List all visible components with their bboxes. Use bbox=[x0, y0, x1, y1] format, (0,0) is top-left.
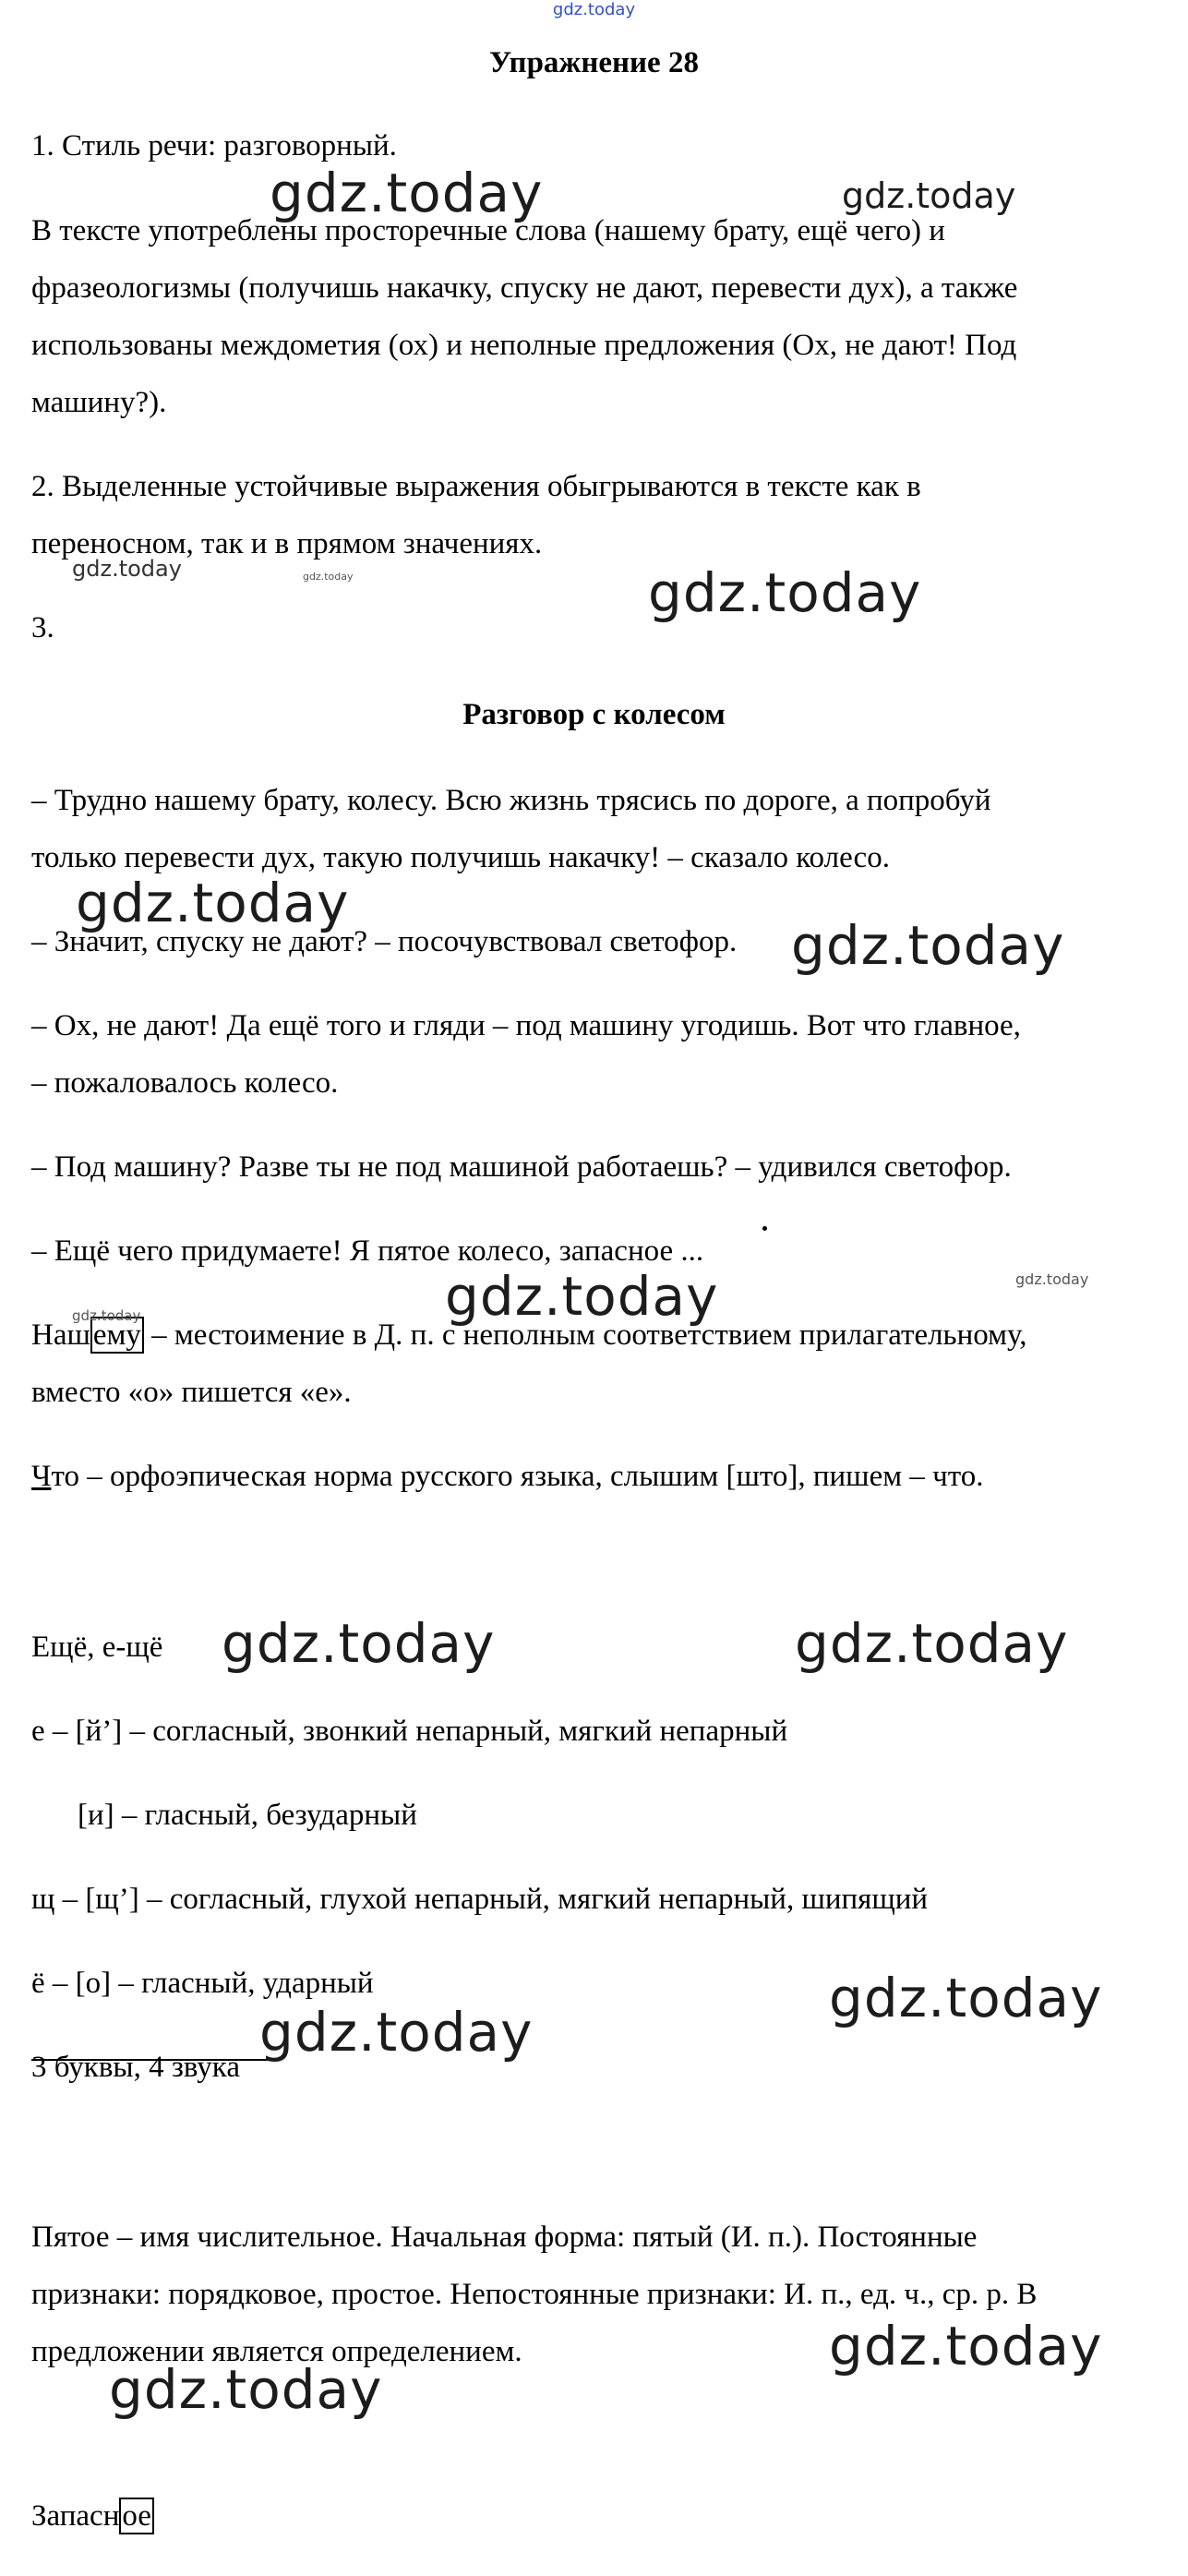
zapasnoe-analysis bbox=[31, 2498, 154, 2534]
site-logo: gdz.today bbox=[552, 0, 636, 19]
watermark: gdz.today bbox=[791, 914, 1065, 977]
watermark: gdz.today bbox=[648, 561, 922, 624]
story-line: – Трудно нашему брату, колесу. Всю жизнь трясись по дороге, а попробуй bbox=[31, 784, 991, 817]
dot-mark bbox=[762, 1226, 767, 1231]
story-line: – Под машину? Разве ты не под машиной работаешь? – удивился светофор. bbox=[31, 1150, 1012, 1184]
watermark: gdz.today bbox=[109, 2358, 383, 2421]
watermark: gdz.today bbox=[842, 175, 1016, 216]
item2-line: 2. Выделенные устойчивые выражения обыгрываются в тексте как в bbox=[31, 470, 921, 503]
phonetic-line: щ – [щ’] – согласный, глухой непарный, мягкий непарный, шипящий bbox=[31, 1883, 929, 1916]
phonetic-line: е – [й’] – согласный, звонкий непарный, мягкий непарный bbox=[31, 1715, 788, 1748]
analysis-line: вместо «о» пишется «е». bbox=[31, 1376, 352, 1409]
story-line: только перевести дух, такую получишь накачку! – сказало колесо. bbox=[31, 841, 890, 874]
item2-line: переносном, так и в прямом значениях. bbox=[31, 527, 543, 560]
pyatoe-line: Пятое – имя числительное. Начальная форма: пятый (И. п.). Постоянные bbox=[31, 2221, 978, 2254]
paragraph-line: использованы междометия (ох) и неполные предложения (Ох, не дают! Под bbox=[31, 329, 1017, 362]
paragraph-line: фразеологизмы (получишь накачку, спуску не дают, перевести дух), а также bbox=[31, 271, 1018, 305]
phonetic-line: [и] – гласный, безударный bbox=[78, 1799, 417, 1832]
exercise-title: Упражнение 28 bbox=[489, 46, 699, 79]
phonetic-line: ё – [о] – гласный, ударный bbox=[31, 1967, 374, 2000]
item3-label: 3. bbox=[31, 611, 54, 644]
watermark: gdz.today bbox=[72, 1307, 141, 1324]
story-line: – Значит, спуску не дают? – посочувствовал светофор. bbox=[31, 925, 738, 958]
watermark: gdz.today bbox=[829, 1967, 1103, 2029]
story-line: – Ох, не дают! Да ещё того и гляди – под машину угодишь. Вот что главное, bbox=[31, 1009, 1021, 1042]
watermark: gdz.today bbox=[76, 872, 350, 934]
story-title: Разговор с колесом bbox=[462, 698, 726, 731]
watermark: gdz.today bbox=[222, 1612, 496, 1675]
story-line: – Ещё чего придумаете! Я пятое колесо, запасное ... bbox=[31, 1234, 704, 1268]
watermark: gdz.today bbox=[270, 162, 544, 224]
analysis-text: – местоимение в Д. п. с неполным соответствием прилагательному, bbox=[143, 1318, 1027, 1352]
watermark: gdz.today bbox=[1015, 1270, 1089, 1288]
word-ending-box: ое bbox=[119, 2498, 154, 2534]
word-root: Наш bbox=[31, 1318, 90, 1352]
phonetic-title: Ещё, е-щё bbox=[31, 1631, 163, 1664]
watermark: gdz.today bbox=[303, 571, 354, 583]
story-line: – пожаловалось колесо. bbox=[31, 1066, 339, 1100]
style-line: 1. Стиль речи: разговорный. bbox=[31, 129, 397, 163]
watermark: gdz.today bbox=[829, 2315, 1103, 2377]
pyatoe-line: предложении является определением. bbox=[31, 2335, 522, 2368]
phonetic-total: 3 буквы, 4 звука bbox=[31, 2051, 240, 2084]
watermark: gdz.today bbox=[445, 1265, 719, 1328]
watermark: gdz.today bbox=[795, 1612, 1069, 1675]
watermark: gdz.today bbox=[259, 2001, 534, 2064]
analysis-text: то – орфоэпическая норма русского языка, слышим [што], пишем – что. bbox=[51, 1460, 984, 1493]
paragraph-line: машину?). bbox=[31, 386, 167, 419]
word-ending-box: ему bbox=[90, 1317, 144, 1354]
paragraph-line: В тексте употреблены просторечные слова (нашему брату, ещё чего) и bbox=[31, 214, 945, 247]
chto-analysis bbox=[31, 1458, 983, 1495]
pyatoe-line: признаки: порядковое, простое. Непостоянные признаки: И. п., ед. ч., ср. р. В bbox=[31, 2278, 1038, 2311]
watermark: gdz.today bbox=[72, 556, 182, 582]
underlined-letter: Ч bbox=[31, 1460, 52, 1493]
word-stem: Запасн bbox=[31, 2499, 120, 2533]
